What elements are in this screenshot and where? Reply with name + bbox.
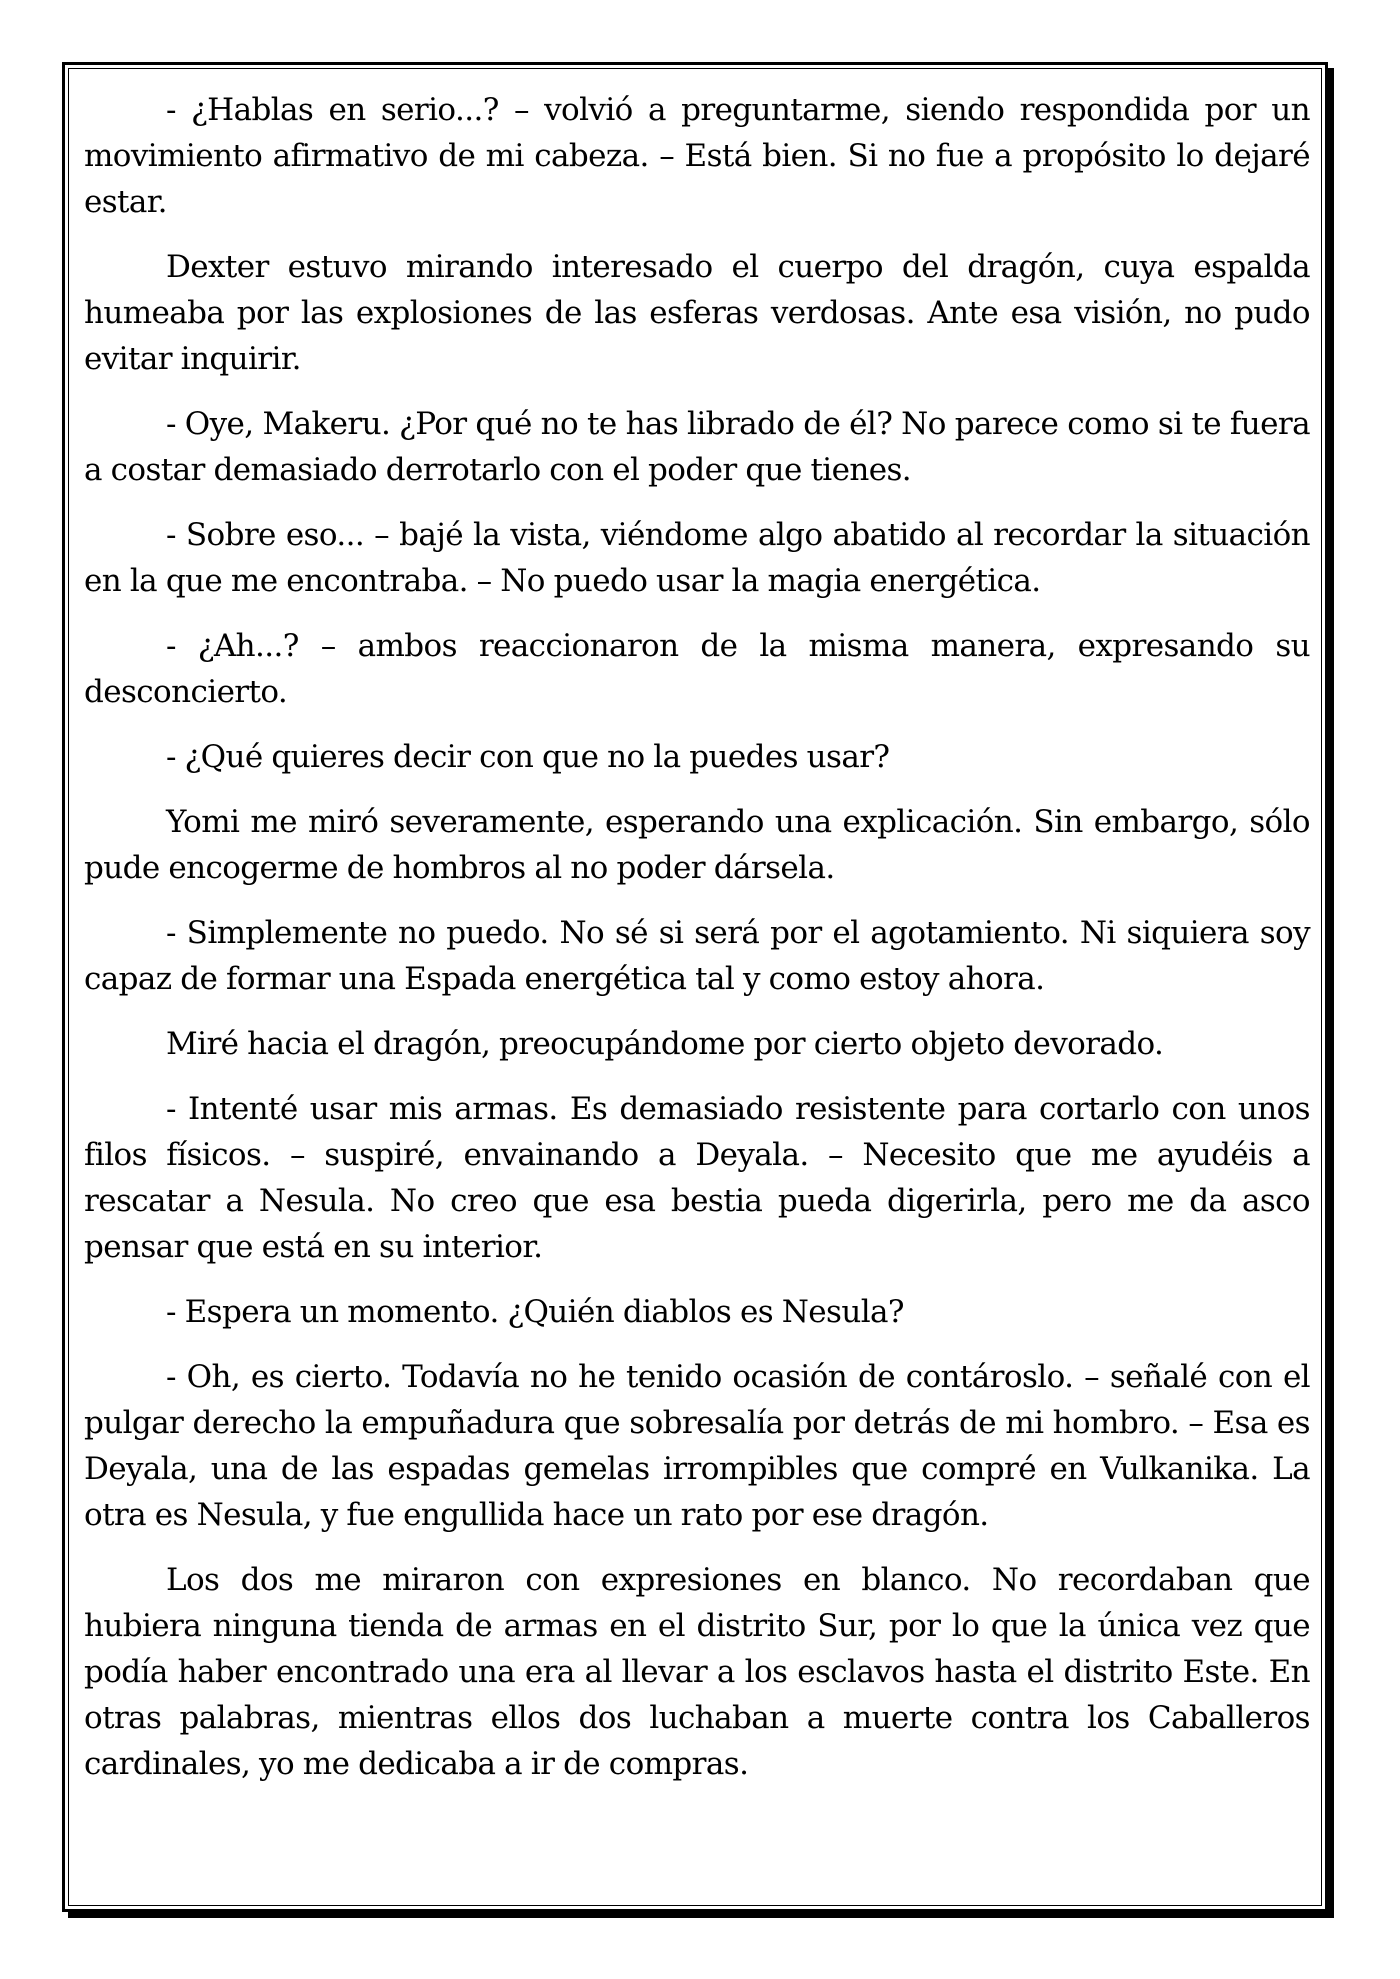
paragraph-6: - ¿Qué quieres decir con que no la puedes usar? [166,739,890,775]
paragraph-13: Los dos me miraron con expresiones en blanco. No recordaban que hubiera ninguna tienda de armas en el distrito Sur, por lo que la única vez que podía haber encontrado una era al llevar a los esclavos hasta el distrito Este. En otras palabras, mientras ellos dos luchaban a muerte contra los Caballeros cardinales, yo me dedicaba a ir de compras. [84,1562,1310,1782]
paragraph-3: - Oye, Makeru. ¿Por qué no te has librado de él? No parece como si te fuera a costar demasiado derrotarlo con el poder que tienes. [84,406,1310,488]
paragraph-2: Dexter estuvo mirando interesado el cuerpo del dragón, cuya espalda humeaba por las explosiones de las esferas verdosas. Ante esa visión, no pudo evitar inquirir. [84,249,1310,377]
paragraph-11: - Espera un momento. ¿Quién diablos es Nesula? [166,1294,904,1330]
paragraph-12: - Oh, es cierto. Todavía no he tenido ocasión de contároslo. – señalé con el pulgar derecho la empuñadura que sobresalía por detrás de mi hombro. – Esa es Deyala, una de las espadas gemelas irrompibles que compré en Vulkanika. La otra es Nesula, y fue engullida hace un rato por ese dragón. [84,1359,1310,1533]
paragraph-1: - ¿Hablas en serio...? – volvió a preguntarme, siendo respondida por un movimiento afirmativo de mi cabeza. – Está bien. Si no fue a propósito lo dejaré estar. [84,92,1310,220]
paragraph-8: - Simplemente no puedo. No sé si será por el agotamiento. Ni siquiera soy capaz de formar una Espada energética tal y como estoy ahora. [84,915,1310,997]
paragraph-7: Yomi me miró severamente, esperando una explicación. Sin embargo, sólo pude encogerme de hombros al no poder dársela. [84,804,1310,886]
document-text [84,87,1310,1806]
page-border [62,62,1328,1912]
paragraph-9: Miré hacia el dragón, preocupándome por cierto objeto devorado. [166,1026,1164,1062]
paragraph-10: - Intenté usar mis armas. Es demasiado resistente para cortarlo con unos filos físicos. – suspiré, envainando a Deyala. – Necesito que me ayudéis a rescatar a Nesula. No creo que esa bestia pueda digerirla, pero me da asco pensar que está en su interior. [84,1091,1310,1265]
paragraph-5: - ¿Ah...? – ambos reaccionaron de la misma manera, expresando su desconcierto. [84,628,1310,710]
paragraph-4: - Sobre eso... – bajé la vista, viéndome algo abatido al recordar la situación en la que me encontraba. – No puedo usar la magia energética. [84,517,1310,599]
